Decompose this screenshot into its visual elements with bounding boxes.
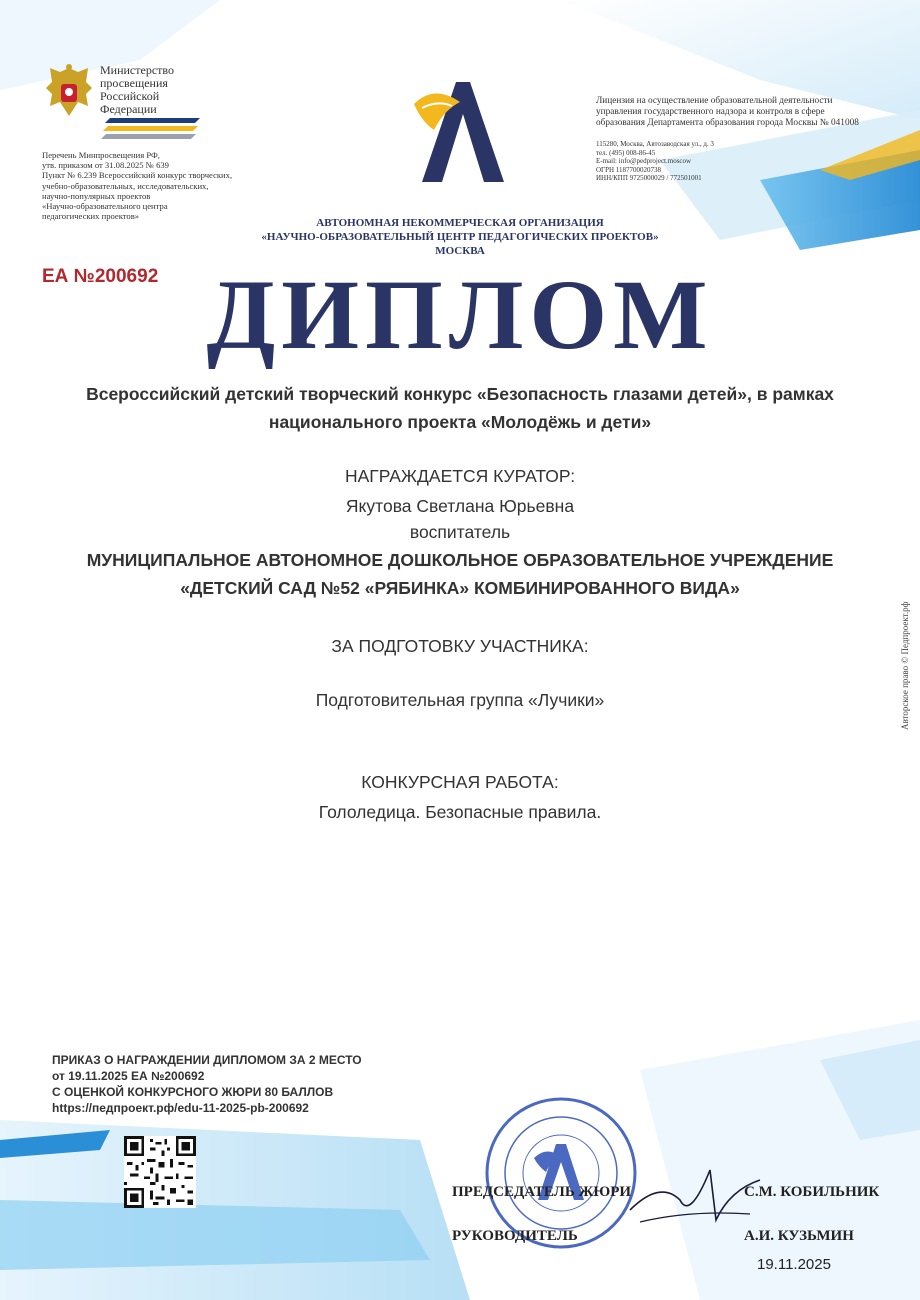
participant-name: Подготовительная группа «Лучики» — [315, 690, 605, 710]
signature-date: 19.11.2025 — [757, 1256, 831, 1273]
ministry-name-line: Российской — [100, 89, 160, 103]
ministry-stripes-icon — [100, 114, 200, 144]
contact-line: 115280, Москва, Автозаводская ул., д. 3 — [596, 140, 714, 148]
list-note-line: учебно-образовательных, исследовательских, — [42, 180, 209, 191]
work-heading: КОНКУРСНАЯ РАБОТА: — [361, 772, 559, 792]
order-line: С ОЦЕНКОЙ КОНКУРСНОГО ЖЮРИ 80 БАЛЛОВ — [52, 1085, 334, 1099]
list-note-line: педагогических проектов» — [42, 211, 140, 222]
contest-line: национального проекта «Молодёжь и дети» — [268, 412, 652, 432]
copyright-note: Авторское право © Педпроект.рф — [900, 601, 910, 730]
contact-line: ИНН/КПП 9725000029 / 772501001 — [596, 174, 702, 183]
license-info — [596, 96, 896, 129]
list-note-line: научно-популярных проектов — [42, 190, 151, 201]
contact-line: E-mail: info@pedproject.moscow — [596, 157, 692, 166]
center-logo-icon — [404, 74, 514, 186]
ministry-list-note — [42, 150, 292, 221]
ministry-name-line: просвещения — [100, 76, 168, 90]
coat-of-arms-icon — [42, 62, 96, 122]
diploma-title: ДИПЛОМ — [206, 259, 714, 370]
institution-line: «ДЕТСКИЙ САД №52 «РЯБИНКА» КОМБИНИРОВАННОГО ВИДА» — [180, 578, 740, 598]
ministry-name-line: Федерации — [100, 102, 157, 116]
curator-position: воспитатель — [409, 522, 511, 542]
list-note-line: Пункт № 6.239 Всероссийский конкурс творческих, — [42, 170, 233, 181]
curator-name: Якутова Светлана Юрьевна — [345, 496, 575, 516]
seal-stamp-icon — [484, 1096, 638, 1250]
ministry-name — [100, 64, 220, 116]
order-line: от 19.11.2025 ЕА №200692 — [52, 1069, 205, 1083]
list-note-line: Перечень Минпросвещения РФ, — [42, 150, 160, 160]
award-heading: НАГРАЖДАЕТСЯ КУРАТОР: — [344, 466, 576, 486]
participant-heading: ЗА ПОДГОТОВКУ УЧАСТНИКА: — [331, 636, 589, 656]
license-line: образования Департамента образования города Москвы № 041008 — [596, 118, 859, 128]
head-name: А.И. КУЗЬМИН — [744, 1228, 854, 1244]
organization-line: МОСКВА — [435, 245, 485, 257]
license-line: Лицензия на осуществление образовательной деятельности — [596, 96, 833, 106]
institution-line: МУНИЦИПАЛЬНОЕ АВТОНОМНОЕ ДОШКОЛЬНОЕ ОБРАЗОВАТЕЛЬНОЕ УЧРЕЖДЕНИЕ — [86, 550, 834, 570]
list-note-line: утв. приказом от 31.08.2025 № 639 — [42, 160, 169, 171]
contact-info — [596, 140, 836, 183]
list-note-line: «Научно-образовательного центра — [42, 201, 168, 212]
ea-number: ЕА №200692 — [42, 266, 159, 287]
organization-name — [200, 216, 720, 258]
contact-line: ОГРН 1187700020738 — [596, 165, 662, 174]
contest-line: Всероссийский детский творческий конкурс «Безопасность глазами детей», в рамках — [86, 384, 834, 404]
license-line: управления государственного надзора и контроля в сфере — [596, 107, 825, 117]
qr-code-icon[interactable] — [124, 1136, 196, 1208]
order-info — [52, 1052, 412, 1116]
bottom-left-band-blue — [0, 1200, 430, 1270]
ministry-name-line: Министерство — [100, 63, 174, 77]
work-title: Гололедица. Безопасные правила. — [318, 802, 602, 822]
jury-chair-name: С.М. КОБИЛЬНИК — [744, 1184, 880, 1200]
order-line: ПРИКАЗ О НАГРАЖДЕНИИ ДИПЛОМОМ ЗА 2 МЕСТО — [52, 1053, 362, 1067]
head-label: РУКОВОДИТЕЛЬ — [452, 1228, 578, 1244]
organization-line: АВТОНОМНАЯ НЕКОММЕРЧЕСКАЯ ОРГАНИЗАЦИЯ — [316, 217, 604, 229]
jury-chair-label: ПРЕДСЕДАТЕЛЬ ЖЮРИ — [452, 1184, 632, 1200]
contact-line: тел. (495) 008-86-45 — [596, 148, 656, 157]
organization-line: «НАУЧНО-ОБРАЗОВАТЕЛЬНЫЙ ЦЕНТР ПЕДАГОГИЧЕСКИХ ПРОЕКТОВ» — [261, 231, 659, 243]
order-link[interactable]: https://педпроект.рф/edu-11-2025-pb-200692 — [52, 1101, 309, 1115]
